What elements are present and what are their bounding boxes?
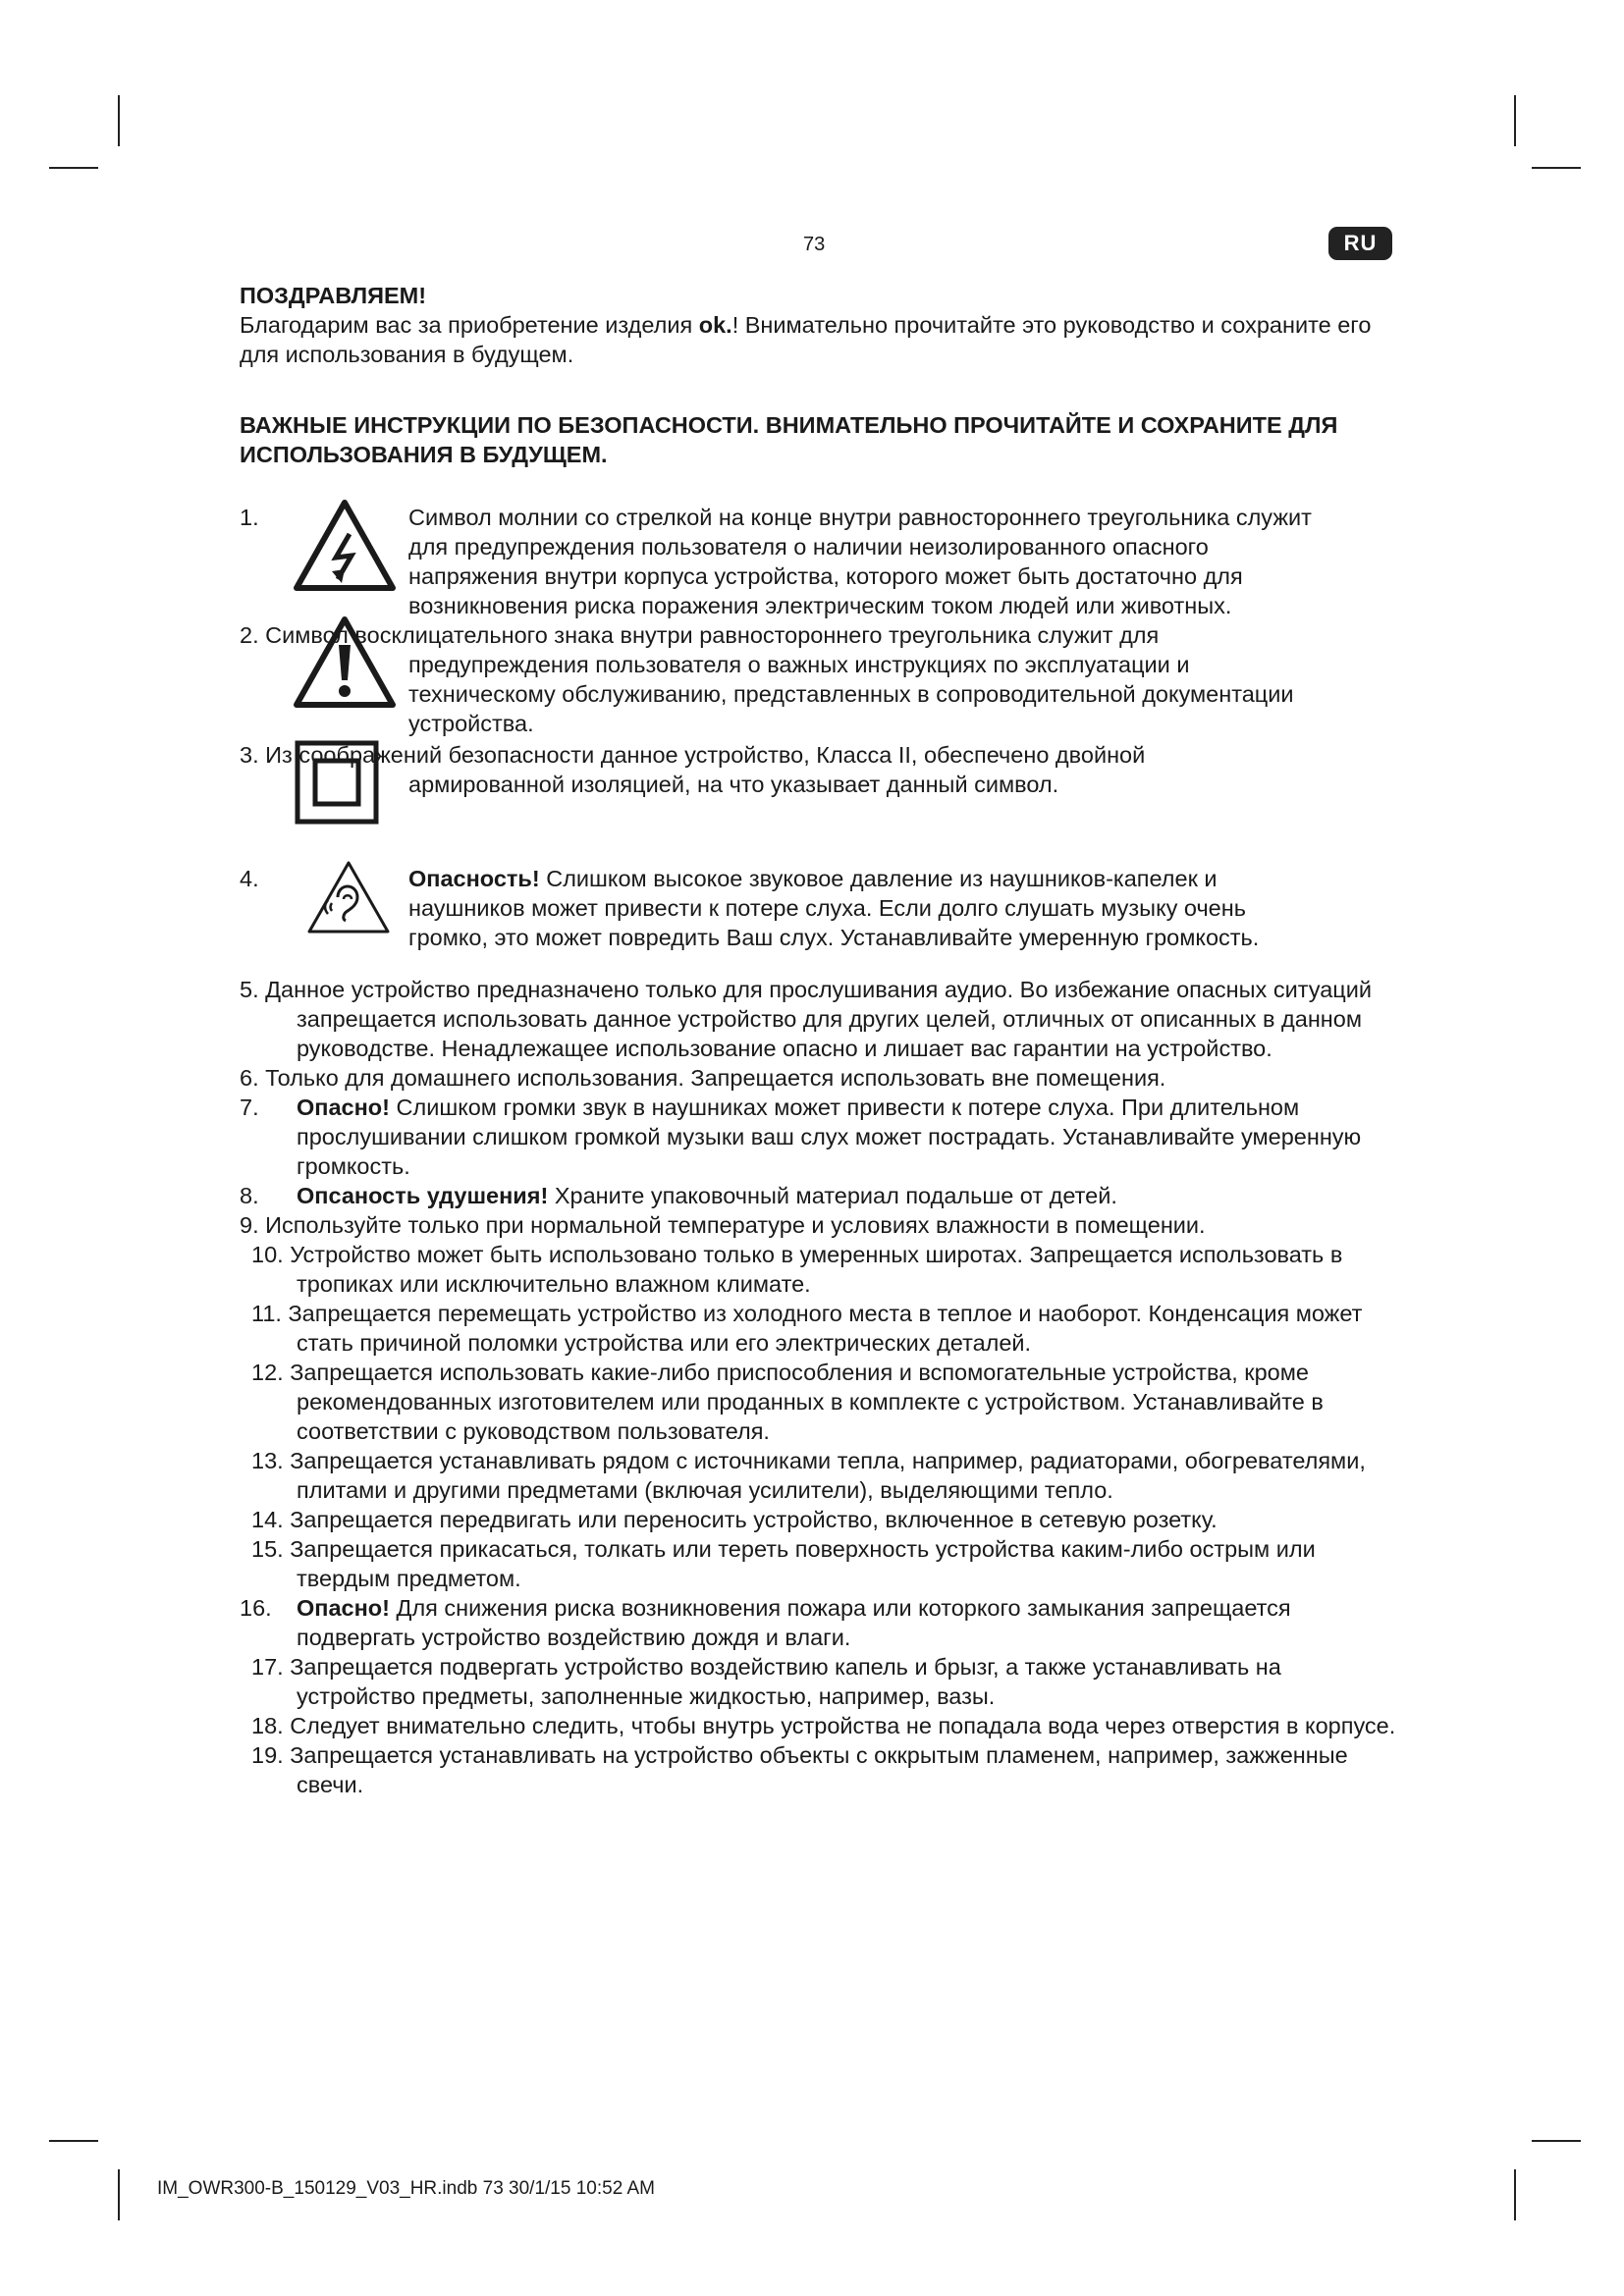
- symbol-1-text: Символ молнии со стрелкой на конце внутри равностороннего треугольника служит для предупреждения пользователя о наличии неизолированного опасного напряжения внутри корпуса устройства, которого может быть достаточно для возникновения риска поражения электрическим током людей или животных.: [408, 505, 1312, 618]
- item-number: 19.: [251, 1742, 284, 1768]
- lightning-warning-icon: [293, 499, 397, 592]
- item-number: 6.: [240, 1065, 259, 1091]
- item-number: 13.: [251, 1448, 284, 1473]
- item-warning: Опсаность удушения!: [297, 1183, 549, 1208]
- item-number: 18.: [251, 1713, 284, 1738]
- list-item: [240, 975, 1398, 1063]
- list-item: [240, 1093, 1398, 1181]
- item-text: Запрещается использовать какие-либо приспособления и вспомогательные устройства, кроме рекомендованных изготовителем или проданных в комплекте с устройством. Устанавливайте в соответствии с руководством пользователя.: [290, 1360, 1324, 1444]
- list-item: [240, 1299, 1398, 1358]
- symbol-3-text: 3. Из соображений безопасности данное устройство, Класса II, обеспечено двойной армированной изоляцией, на что указывает данный символ.: [240, 742, 1146, 797]
- item-text: Для снижения риска возникновения пожара или которкого замыкания запрещается подвергать устройство воздействию дождя и влаги.: [297, 1595, 1291, 1650]
- symbol-1-number: 1.: [240, 505, 259, 530]
- congrats-heading: ПОЗДРАВЛЯЕМ!: [240, 283, 427, 308]
- item-text: Запрещается устанавливать на устройство объекты с оккрытым пламенем, например, зажженные свечи.: [290, 1742, 1348, 1797]
- crop-mark: [118, 2169, 120, 2220]
- list-item: [240, 1740, 1398, 1799]
- item-number: 14.: [251, 1507, 284, 1532]
- crop-mark: [118, 95, 120, 146]
- list-item: [240, 1505, 1398, 1534]
- item-number: 5.: [240, 977, 259, 1002]
- list-item: [240, 1534, 1398, 1593]
- item-text: Запрещается прикасаться, толкать или тереть поверхность устройства каким-либо острым или твердым предметом.: [290, 1536, 1316, 1591]
- page-number: 73: [803, 234, 826, 255]
- safety-heading: ВАЖНЫЕ ИНСТРУКЦИИ ПО БЕЗОПАСНОСТИ. ВНИМАТЕЛЬНО ПРОЧИТАЙТЕ И СОХРАНИТЕ ДЛЯ ИСПОЛЬЗОВАНИЯ В БУДУЩЕМ.: [240, 412, 1338, 467]
- item-text: Запрещается устанавливать рядом с источниками тепла, например, радиаторами, обогревателями, плитами и другими предметами (включая усилители), выделяющими тепло.: [290, 1448, 1366, 1503]
- list-item: [240, 1446, 1398, 1505]
- item-text: Устройство может быть использовано только в умеренных широтах. Запрещается использовать в тропиках или исключительно влажном климате.: [290, 1242, 1343, 1297]
- item-text: Следует внимательно следить, чтобы внутрь устройства не попадала вода через отверстия в корпусе.: [290, 1713, 1396, 1738]
- item-number: 7.: [240, 1095, 259, 1120]
- brand-name: ok.: [698, 312, 732, 338]
- item-number: 9.: [240, 1212, 259, 1238]
- item-number: 8.: [240, 1183, 259, 1208]
- item-text: Слишком громки звук в наушниках может привести к потере слуха. При длительном прослушивании слишком громкой музыки ваш слух может пострадать. Устанавливайте умеренную громкость.: [297, 1095, 1362, 1179]
- item-number: 12.: [251, 1360, 284, 1385]
- intro-section: [240, 281, 1398, 369]
- crop-mark: [1532, 167, 1581, 169]
- item-text: Запрещается перемещать устройство из холодного места в теплое и наоборот. Конденсация может стать причиной поломки устройства или его электрических деталей.: [288, 1301, 1363, 1356]
- list-item: [240, 1210, 1398, 1240]
- crop-mark: [49, 167, 98, 169]
- item-text: Запрещается подвергать устройство воздействию капель и брызг, а также устанавливать на устройство предметы, заполненные жидкостью, например, вазы.: [290, 1654, 1281, 1709]
- item-number: 10.: [251, 1242, 284, 1267]
- symbol-2-text: 2. Символ восклицательного знака внутри равностороннего треугольника служит для предупреждения пользователя о важных инструкциях по эксплуатации и техническому обслуживанию, представленных в сопроводительной документации устройства.: [240, 622, 1294, 736]
- safety-list: [240, 975, 1398, 1799]
- intro-paragraph: Благодарим вас за приобретение изделия ok.! Внимательно прочитайте это руководство и сохраните его для использования в будущем.: [240, 312, 1372, 367]
- item-text: Только для домашнего использования. Запрещается использовать вне помещения.: [265, 1065, 1166, 1091]
- list-item: [240, 1181, 1398, 1210]
- item-text: Храните упаковочный материал подальше от детей.: [548, 1183, 1117, 1208]
- list-item: [240, 1711, 1398, 1740]
- list-item: [240, 1358, 1398, 1446]
- item-number: 15.: [251, 1536, 284, 1562]
- item-warning: Опасно!: [297, 1095, 390, 1120]
- list-item: [240, 1063, 1398, 1093]
- item-text: Используйте только при нормальной температуре и условиях влажности в помещении.: [265, 1212, 1206, 1238]
- hearing-damage-icon: [306, 860, 391, 934]
- symbol-4-text: Опасность! Слишком высокое звуковое давление из наушников-капелек и наушников может привести к потере слуха. Если долго слушать музыку очень громко, это может повредить Ваш слух. Устанавливайте умеренную громкость.: [408, 866, 1260, 950]
- crop-mark: [1514, 2169, 1516, 2220]
- language-badge: RU: [1328, 227, 1392, 260]
- item-number: 17.: [251, 1654, 284, 1680]
- print-footer: IM_OWR300-B_150129_V03_HR.indb 73 30/1/15 10:52 AM: [157, 2178, 655, 2199]
- item-warning: Опасно!: [297, 1595, 390, 1621]
- crop-mark: [1532, 2140, 1581, 2142]
- item-number: 11.: [251, 1301, 282, 1326]
- list-item: [240, 1593, 1398, 1652]
- crop-mark: [1514, 95, 1516, 146]
- list-item: [240, 1652, 1398, 1711]
- item-number: 16.: [240, 1595, 272, 1621]
- list-item: [240, 1240, 1398, 1299]
- symbol-4-number: 4.: [240, 866, 259, 891]
- item-text: Запрещается передвигать или переносить устройство, включенное в сетевую розетку.: [290, 1507, 1218, 1532]
- item-text: Данное устройство предназначено только для прослушивания аудио. Во избежание опасных ситуаций запрещается использовать данное устройство для других целей, отличных от описанных в данном руководстве. Ненадлежащее использование опасно и лишает вас гарантии на устройство.: [265, 977, 1373, 1061]
- crop-mark: [49, 2140, 98, 2142]
